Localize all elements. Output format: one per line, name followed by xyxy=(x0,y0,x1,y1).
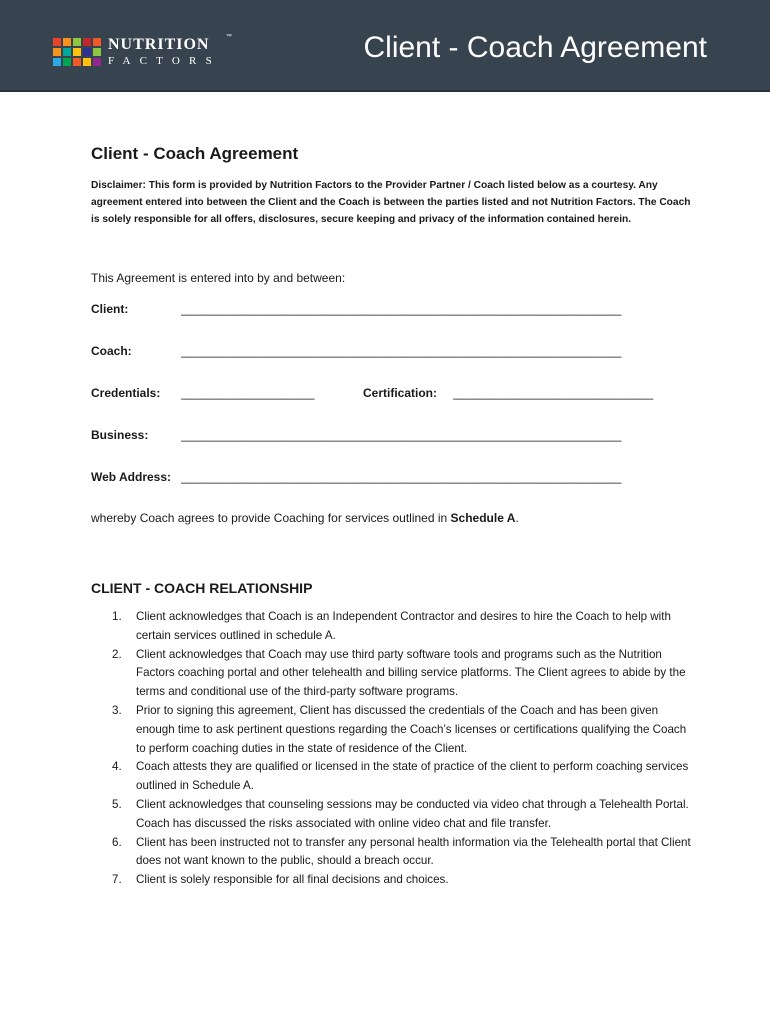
list-item xyxy=(91,834,691,872)
schedule-a-reference: Schedule A xyxy=(450,511,516,525)
business-label: Business: xyxy=(91,428,149,442)
list-item xyxy=(91,871,691,890)
list-item xyxy=(91,646,691,702)
list-item-number: 4. xyxy=(112,760,122,774)
logo-square xyxy=(63,48,71,56)
certification-blank-line[interactable]: ______________________________ xyxy=(453,386,654,400)
logo-square xyxy=(93,58,101,66)
logo-line2: FACTORS xyxy=(108,55,221,67)
relationship-section-title: CLIENT - COACH RELATIONSHIP xyxy=(91,580,313,596)
client-blank-line[interactable]: __________________________________________________________________ xyxy=(181,302,622,316)
list-item-number: 2. xyxy=(112,647,122,661)
certification-label: Certification: xyxy=(363,386,438,400)
list-item xyxy=(91,758,691,796)
services-statement-text: whereby Coach agrees to provide Coaching for services outlined in xyxy=(91,511,451,525)
services-statement xyxy=(91,510,691,526)
logo-square xyxy=(63,58,71,66)
logo-square xyxy=(53,48,61,56)
list-item-text: Client acknowledges that Coach may use third party software tools and programs such as the Nutrition Factors coaching portal and other telehealth and billing service platforms. The Client agrees to abide by the terms and conditional use of the third-party software programs. xyxy=(136,647,686,699)
logo-square xyxy=(93,38,101,46)
logo-line1: NUTRITION ™ xyxy=(108,34,233,53)
logo-square xyxy=(83,38,91,46)
credentials-field xyxy=(91,386,691,428)
web-address-field xyxy=(91,470,691,512)
logo-trademark: ™ xyxy=(225,34,233,40)
list-item-number: 6. xyxy=(112,835,122,849)
list-item-text: Client acknowledges that Coach is an Independent Contractor and desires to hire the Coach to help with certain services outlined in schedule A. xyxy=(136,610,671,642)
list-item-number: 1. xyxy=(112,610,122,623)
services-statement-end: . xyxy=(515,511,519,525)
logo-square xyxy=(93,48,101,56)
document-body xyxy=(91,143,691,890)
logo-square xyxy=(63,38,71,46)
coach-label: Coach: xyxy=(91,344,132,358)
logo-square xyxy=(73,48,81,56)
disclaimer: Disclaimer: This form is provided by Nutrition Factors to the Provider Partner / Coach listed below as a courtesy. Any agreement entered into between the Client and the Coach is between the parties listed and not Nutrition Factors. The Coach is solely responsible for all offers, disclosures, secure keeping and privacy of the information contained herein. xyxy=(91,180,691,225)
nutrition-factors-logo xyxy=(53,34,233,67)
header-title: Client - Coach Agreement xyxy=(363,31,707,64)
client-field xyxy=(91,302,691,344)
list-item-text: Coach attests they are qualified or licensed in the state of practice of the client to perform coaching services outlined in Schedule A. xyxy=(136,760,689,793)
credentials-blank-line[interactable]: ____________________ xyxy=(181,386,315,400)
list-item-number: 3. xyxy=(112,703,122,717)
credentials-label: Credentials: xyxy=(91,386,161,400)
agreement-intro: This Agreement is entered into by and between: xyxy=(91,271,346,285)
party-fields xyxy=(91,302,691,512)
logo-square xyxy=(73,58,81,66)
web-address-blank-line[interactable]: __________________________________________________________________ xyxy=(181,470,622,484)
logo-square xyxy=(53,38,61,46)
business-field xyxy=(91,428,691,470)
relationship-list xyxy=(91,608,691,890)
client-label: Client: xyxy=(91,302,129,316)
coach-blank-line[interactable]: __________________________________________________________________ xyxy=(181,344,622,358)
coach-field xyxy=(91,344,691,386)
list-item xyxy=(91,796,691,834)
logo-square xyxy=(73,38,81,46)
business-blank-line[interactable]: __________________________________________________________________ xyxy=(181,428,622,442)
list-item-text: Client has been instructed not to transfer any personal health information via the Telehealth portal that Client does not want known to the public, should a breach occur. xyxy=(136,835,691,868)
logo-color-grid-icon xyxy=(53,38,101,66)
document-title: Client - Coach Agreement xyxy=(91,144,299,163)
list-item xyxy=(91,702,691,758)
list-item-number: 7. xyxy=(112,873,122,887)
list-item-text: Client is solely responsible for all final decisions and choices. xyxy=(136,873,449,887)
list-item xyxy=(91,608,691,646)
list-item-text: Client acknowledges that counseling sessions may be conducted via video chat through a Telehealth Portal. Coach has discussed the risks associated with online video chat and file transfer. xyxy=(136,797,689,830)
list-item-text: Prior to signing this agreement, Client has discussed the credentials of the Coach and has been given enough time to ask pertinent questions regarding the Coach’s licenses or certifications qualifying the Coach to perform coaching duties in the state of residence of the Client. xyxy=(136,703,687,755)
logo-square xyxy=(53,58,61,66)
page-header xyxy=(0,0,770,92)
logo-square xyxy=(83,58,91,66)
list-item-number: 5. xyxy=(112,797,122,811)
logo-wordmark xyxy=(108,34,233,67)
logo-square xyxy=(83,48,91,56)
web-address-label: Web Address: xyxy=(91,470,172,484)
